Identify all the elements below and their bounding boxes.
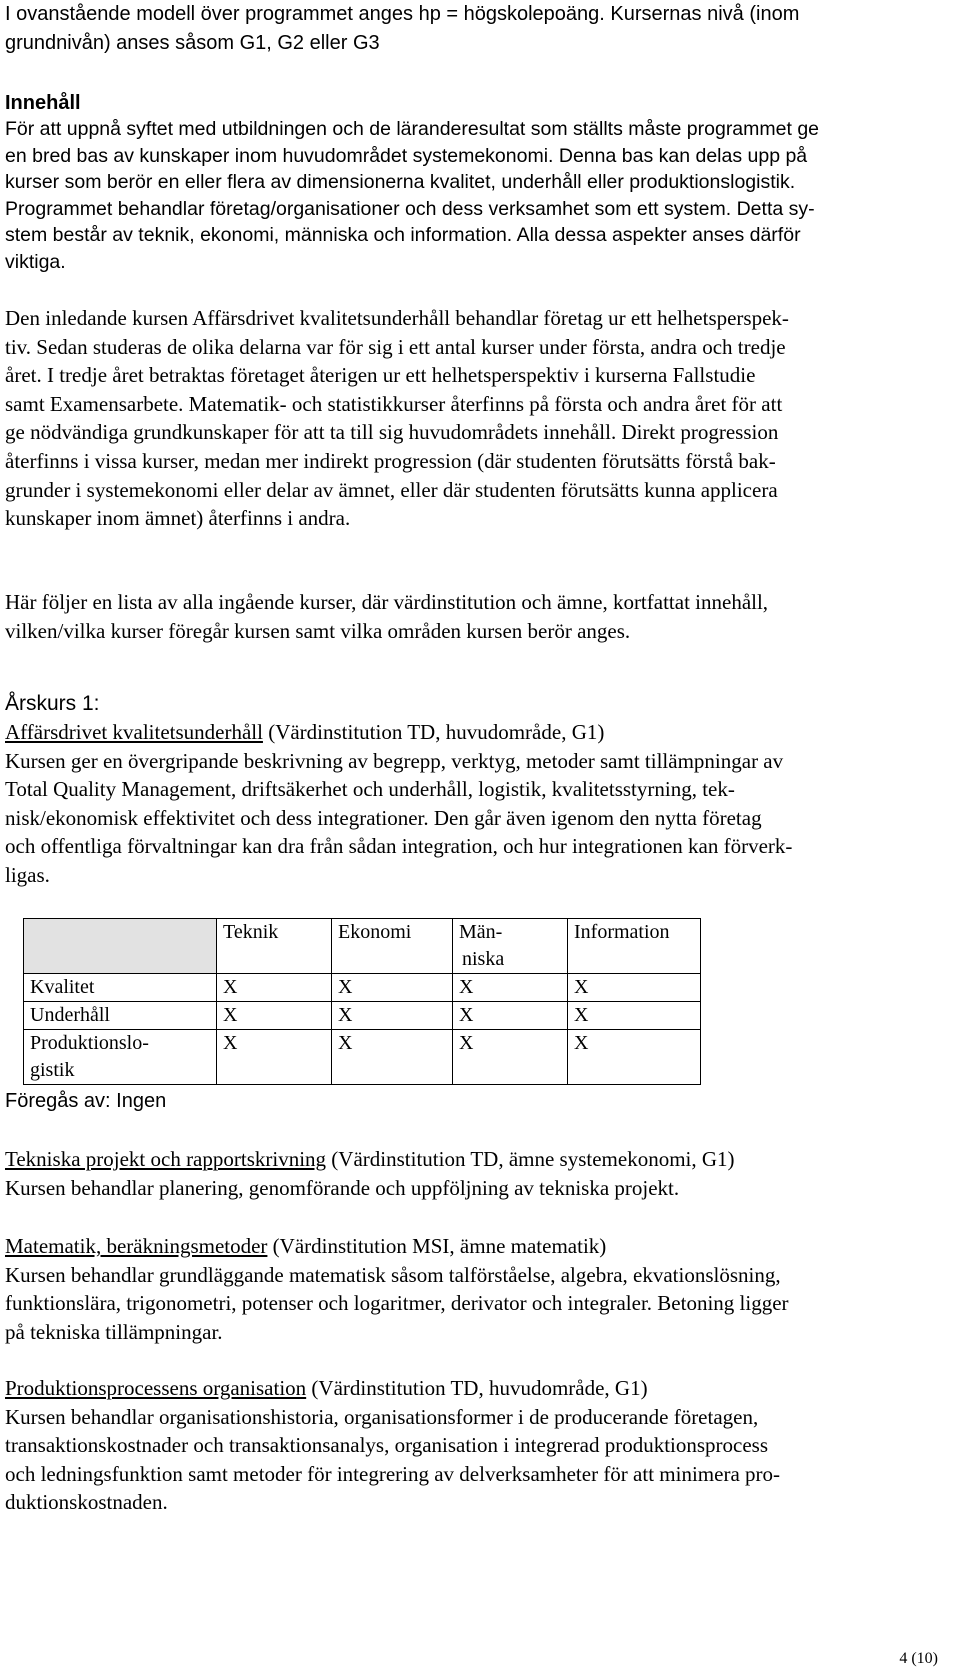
course-produktionsprocessens bbox=[5, 1374, 945, 1517]
matrix-cell: X bbox=[332, 1002, 453, 1030]
course-matematik bbox=[5, 1232, 945, 1346]
dimension-matrix-table bbox=[23, 918, 701, 1085]
course1-line-1: Kursen ger en övergripande beskrivning av begrepp, verktyg, metoder samt tillämpningar av bbox=[5, 748, 784, 773]
course1-title-line bbox=[5, 718, 945, 747]
page-number: 4 (10) bbox=[899, 1650, 938, 1667]
course3-title-line bbox=[5, 1232, 945, 1261]
matrix-cell: X bbox=[453, 1030, 568, 1085]
year-1-heading: Årskurs 1: bbox=[5, 692, 100, 715]
year-1-section bbox=[5, 690, 945, 718]
matrix-row-label-2: gistik bbox=[30, 1059, 75, 1081]
course4-meta: (Värdinstitution TD, huvudområde, G1) bbox=[306, 1376, 648, 1400]
matrix-header-manniska-1: Män- bbox=[459, 921, 503, 943]
innehall-line-6: viktiga. bbox=[5, 250, 66, 273]
matrix-cell: X bbox=[217, 974, 332, 1002]
course3-title: Matematik, beräkningsmetoder bbox=[5, 1234, 268, 1258]
course3-meta: (Värdinstitution MSI, ämne matematik) bbox=[267, 1234, 607, 1258]
matrix-row-label: Kvalitet bbox=[24, 974, 217, 1002]
innehall-line-2: en bred bas av kunskaper inom huvudområdet systemekonomi. Denna bas kan delas upp på bbox=[5, 144, 808, 167]
course3-line-1: Kursen behandlar grundläggande matematisk såsom talförståelse, algebra, ekvationslösning, bbox=[5, 1262, 781, 1287]
course-tekniska-projekt bbox=[5, 1145, 945, 1202]
course-list-intro bbox=[5, 588, 945, 645]
course4-line-1: Kursen behandlar organisationshistoria, organisationsformer i de producerande företagen, bbox=[5, 1404, 759, 1429]
course4-line-3: och ledningsfunktion samt metoder för integrering av delverksamheter för att minimera pro- bbox=[5, 1461, 781, 1486]
course2-meta: (Värdinstitution TD, ämne systemekonomi, G1) bbox=[326, 1147, 735, 1171]
matrix-header-row bbox=[24, 919, 701, 974]
course3-line-3: på tekniska tillämpningar. bbox=[5, 1319, 223, 1344]
matrix-row-label: Underhåll bbox=[24, 1002, 217, 1030]
matrix-header-manniska-2: niska bbox=[462, 948, 505, 970]
course4-title: Produktionsprocessens organisation bbox=[5, 1376, 307, 1400]
course4-line-4: duktionskostnaden. bbox=[5, 1490, 168, 1515]
innehall-line-4: Programmet behandlar företag/organisationer och dess verksamhet som ett system. Detta sy- bbox=[5, 197, 815, 220]
matrix-cell: X bbox=[217, 1030, 332, 1085]
matrix-cell: X bbox=[332, 1030, 453, 1085]
table-row bbox=[24, 1030, 701, 1085]
course1-line-2: Total Quality Management, driftsäkerhet och underhåll, logistik, kvalitetsstyrning, tek- bbox=[5, 777, 735, 802]
course1-line-3: nisk/ekonomisk effektivitet och dess integrationer. Den går även igenom den nytta företag bbox=[5, 805, 762, 830]
innehall-line-3: kurser som berör en eller flera av dimensionerna kvalitet, underhåll eller produktionslogistik. bbox=[5, 171, 796, 194]
course1-foregas: Föregås av: Ingen bbox=[5, 1090, 167, 1112]
paragraph2-line-6: återfinns i vissa kurser, medan mer indirekt progression (där studenten förutsätts förstå bak- bbox=[5, 448, 776, 473]
innehall-line-5: stem består av teknik, ekonomi, människa och information. Alla dessa aspekter anses därför bbox=[5, 224, 801, 247]
course1-meta: (Värdinstitution TD, huvudområde, G1) bbox=[262, 720, 605, 744]
paragraph2-line-8: kunskaper inom ämnet) återfinns i andra. bbox=[5, 506, 351, 531]
matrix-cell: X bbox=[568, 1030, 701, 1085]
course1-title: Affärsdrivet kvalitetsunderhåll bbox=[5, 720, 263, 744]
matrix-cell: X bbox=[217, 1002, 332, 1030]
paragraph3-line-1: Här följer en lista av alla ingående kurser, där värdinstitution och ämne, kortfattat innehåll, bbox=[5, 590, 769, 614]
course3-line-2: funktionslära, trigonometri, potenser och logaritmer, derivator och integraler. Betoning ligger bbox=[5, 1291, 789, 1316]
intro-line-2: grundnivån) anses såsom G1, G2 eller G3 bbox=[5, 31, 380, 54]
paragraph2-line-7: grunder i systemekonomi eller delar av ämnet, eller där studenten förutsätts kunna applicera bbox=[5, 477, 778, 502]
matrix-header-teknik: Teknik bbox=[217, 919, 332, 974]
intro-paragraph bbox=[5, 0, 945, 57]
course2-title: Tekniska projekt och rapportskrivning bbox=[5, 1147, 327, 1171]
course4-line-2: transaktionskostnader och transaktionsanalys, organisation i integrerad produktionsprocess bbox=[5, 1433, 769, 1458]
matrix-row-label-1: Produktionslo- bbox=[30, 1032, 149, 1054]
paragraph2-line-3: året. I tredje året betraktas företaget återigen ur ett helhetsperspektiv i kurserna Fallstudie bbox=[5, 363, 756, 388]
matrix-row-label bbox=[24, 1030, 217, 1085]
matrix-cell: X bbox=[332, 974, 453, 1002]
matrix-cell: X bbox=[568, 974, 701, 1002]
paragraph2-line-5: ge nödvändiga grundkunskaper för att ta till sig huvudområdets innehåll. Direkt progression bbox=[5, 420, 779, 445]
course1-line-4: och offentliga förvaltningar kan dra från sådan integration, och hur integrationen kan förverk- bbox=[5, 834, 793, 859]
matrix-cell: X bbox=[453, 1002, 568, 1030]
paragraph2-line-1: Den inledande kursen Affärsdrivet kvalitetsunderhåll behandlar företag ur ett helhetsperspek- bbox=[5, 306, 789, 330]
intro-line-1: I ovanstående modell över programmet anges hp = högskolepoäng. Kursernas nivå (inom bbox=[5, 3, 800, 25]
table-row bbox=[24, 1002, 701, 1030]
matrix-cell: X bbox=[568, 1002, 701, 1030]
matrix-cell: X bbox=[453, 974, 568, 1002]
innehall-line-1: För att uppnå syftet med utbildningen och de läranderesultat som ställts måste programmet ge bbox=[5, 118, 820, 140]
matrix-header-ekonomi: Ekonomi bbox=[332, 919, 453, 974]
paragraph2-line-2: tiv. Sedan studeras de olika delarna var för sig i ett antal kurser under första, andra och tredje bbox=[5, 334, 786, 359]
course2-title-line bbox=[5, 1145, 945, 1174]
course4-title-line bbox=[5, 1374, 945, 1403]
course-affarsdrivet bbox=[5, 718, 945, 890]
matrix-header-manniska bbox=[453, 919, 568, 974]
course2-line-1: Kursen behandlar planering, genomförande och uppföljning av tekniska projekt. bbox=[5, 1175, 680, 1200]
paragraph3-line-2: vilken/vilka kurser föregår kursen samt vilka områden kursen berör anges. bbox=[5, 618, 631, 643]
table-row bbox=[24, 974, 701, 1002]
course1-line-5: ligas. bbox=[5, 862, 50, 887]
progression-paragraph bbox=[5, 304, 945, 533]
matrix-header-information: Information bbox=[568, 919, 701, 974]
paragraph2-line-4: samt Examensarbete. Matematik- och statistikkurser återfinns på första och andra året för att bbox=[5, 391, 783, 416]
innehall-heading: Innehåll bbox=[5, 92, 81, 114]
innehall-section bbox=[5, 90, 945, 276]
course1-prerequisites bbox=[5, 1087, 945, 1116]
matrix-corner-cell bbox=[24, 919, 217, 974]
